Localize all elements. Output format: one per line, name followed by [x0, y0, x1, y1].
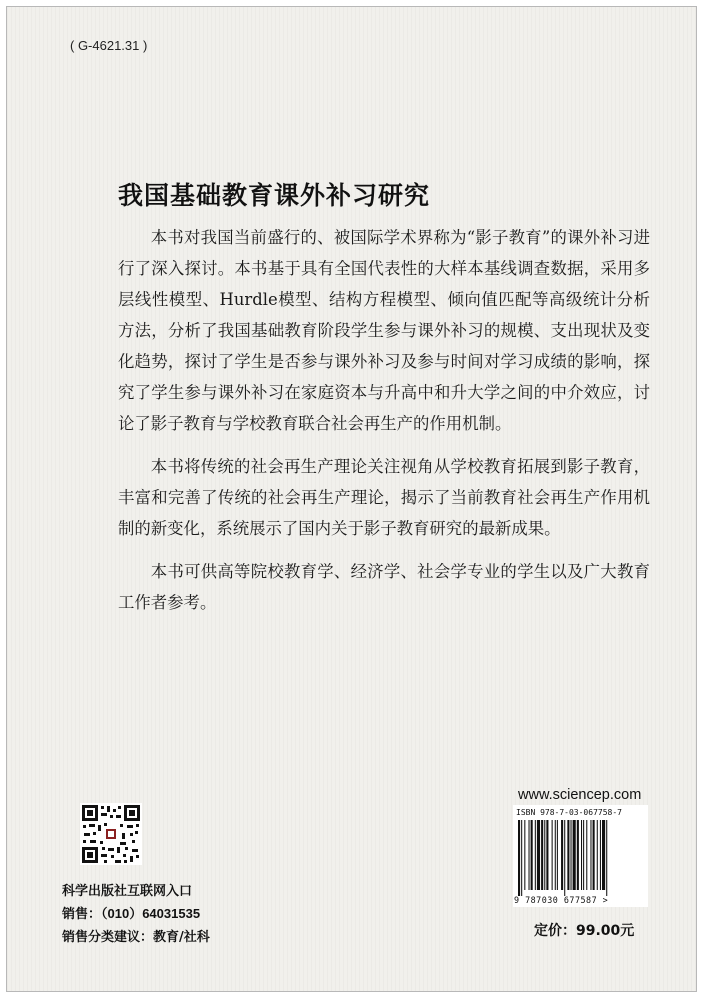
- qr-label: 科学出版社互联网入口: [62, 884, 193, 899]
- barcode-digits: 9 787030 677587 >: [514, 895, 609, 905]
- sales-contact: [62, 903, 200, 922]
- paragraph-1: 本书对我国当前盛行的、被国际学术界称为“影子教育”的课外补习进行了深入探讨。本书基于具有全国代表性的大样本基线调查数据，采用多层线性模型、Hurdle模型、结构方程模型、倾向值匹配等高级统计分析方法，分析了我国基础教育阶段学生参与课外补习的规模、支出现状及变化趋势，探讨了学生是否参与课外补习及参与时间对学习成绩的影响，探究了学生参与课外补习在家庭资本与升高中和升大学之间的中介效应，讨论了影子教育与学校教育联合社会再生产的作用机制。: [118, 228, 650, 433]
- barcode-image: [516, 820, 645, 896]
- isbn-text: ISBN 978-7-03-067758-7: [516, 808, 622, 817]
- qr-code-image: [80, 803, 142, 865]
- sales-label: 销售：: [62, 907, 102, 922]
- price: 定价：99.00元: [534, 923, 635, 939]
- description: [118, 222, 650, 630]
- book-title: 我国基础教育课外补习研究: [118, 181, 431, 210]
- barcode-area: [513, 805, 648, 907]
- sales-phone: （010）64031535: [101, 906, 201, 921]
- paragraph-3: 本书可供高等院校教育学、经济学、社会学专业的学生以及广大教育工作者参考。: [118, 562, 650, 612]
- qr-code[interactable]: [80, 803, 142, 865]
- paragraph-2: 本书将传统的社会再生产理论关注视角从学校教育拓展到影子教育，丰富和完善了传统的社会再生产理论，揭示了当前教育社会再生产作用机制的新变化，系统展示了国内关于影子教育研究的最新成果。: [118, 457, 650, 538]
- classification-code: ( G-4621.31 ): [70, 38, 148, 53]
- publisher-url[interactable]: www.sciencep.com: [518, 787, 642, 803]
- sales-classification: 销售分类建议：教育/社科: [62, 930, 210, 945]
